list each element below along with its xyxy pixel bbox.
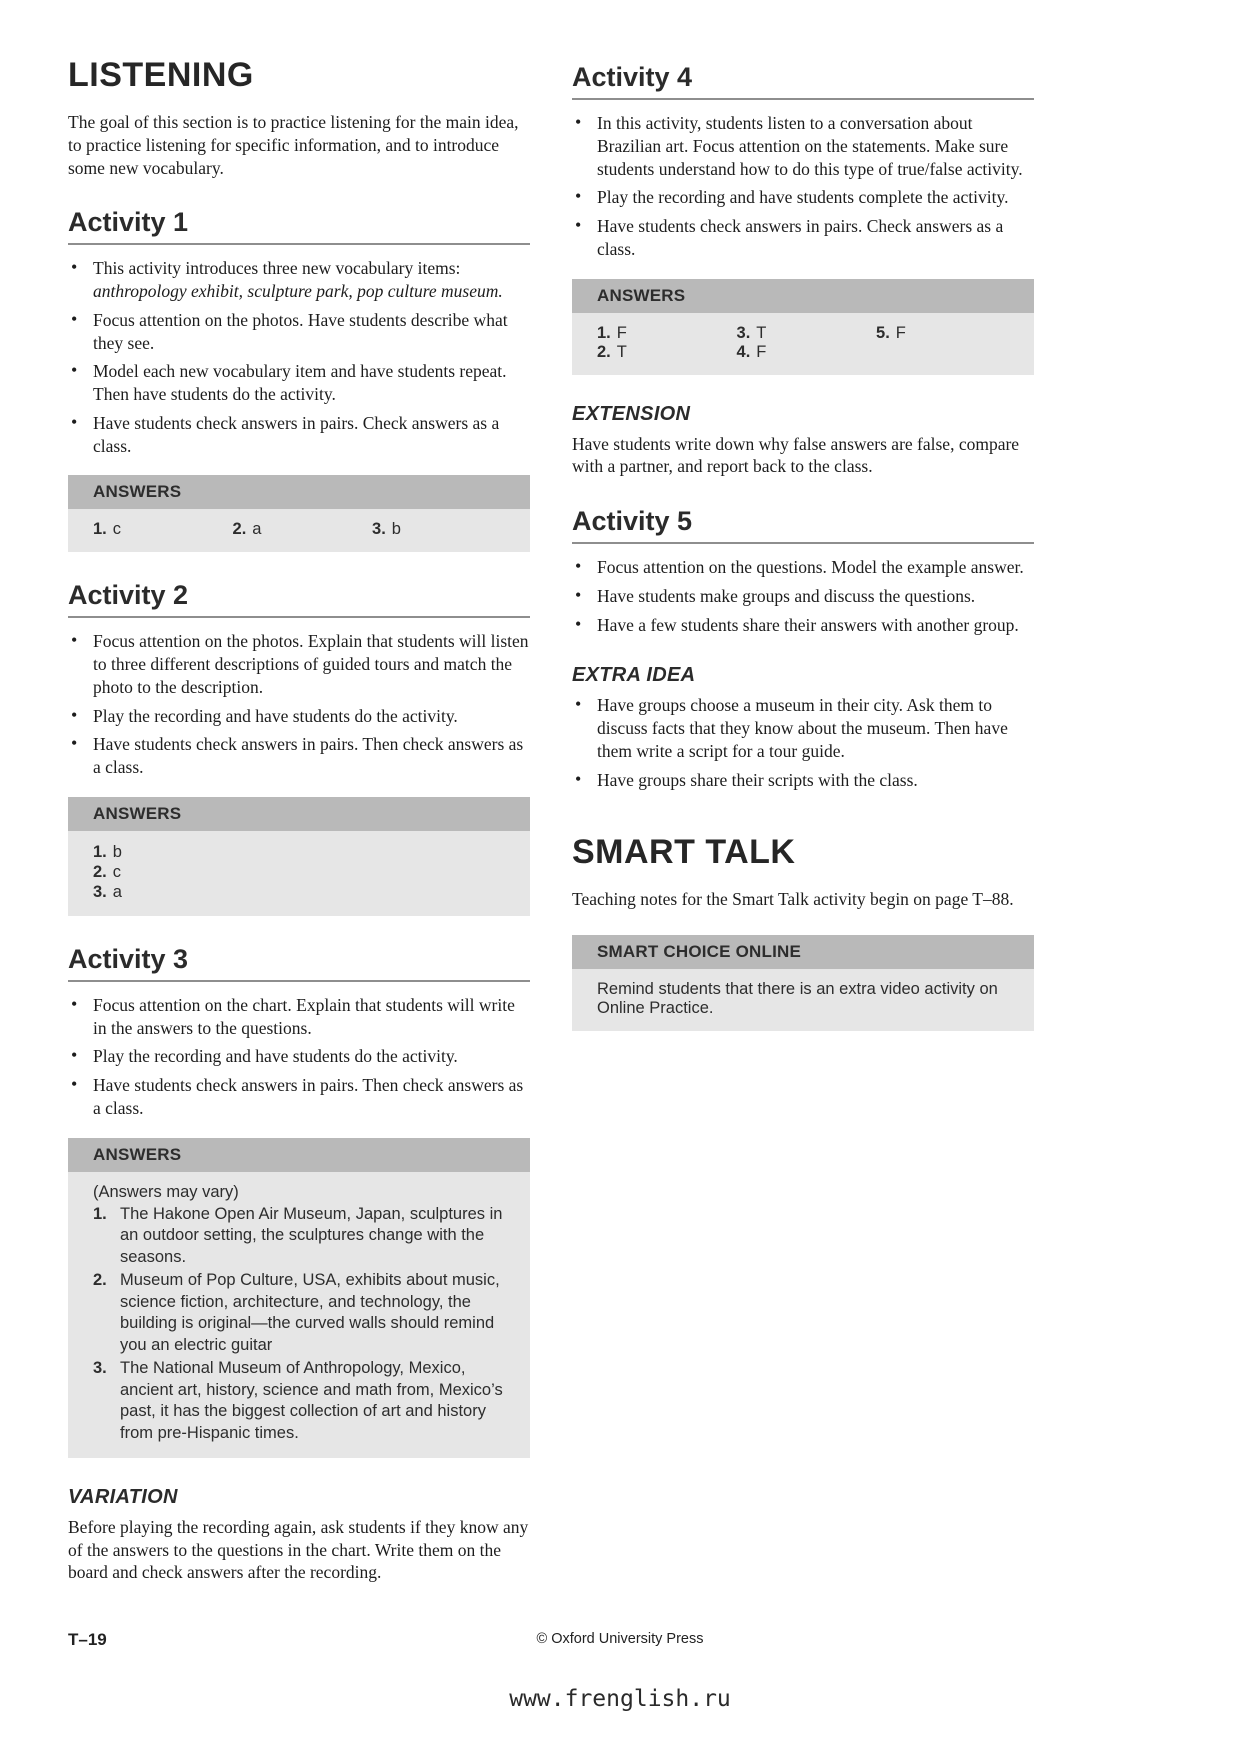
answer-number: 1.: [93, 520, 107, 539]
left-column: [68, 56, 530, 1584]
answer-value: a: [252, 520, 262, 539]
answer-value: c: [112, 862, 122, 881]
extension-heading: EXTENSION: [572, 402, 691, 425]
answer-number: 2.: [232, 520, 247, 539]
variation-heading: VARIATION: [68, 1485, 178, 1508]
answers-header: ANSWERS: [572, 279, 1034, 313]
answers-column: [876, 324, 1016, 362]
smart-choice-online-header: SMART CHOICE ONLINE: [572, 935, 1034, 969]
answer-number: 3.: [93, 882, 107, 901]
bullet-item: • Play the recording and have students complete the activity.: [572, 186, 1034, 209]
answers-header: ANSWERS: [68, 797, 530, 831]
answer-number: 3.: [736, 323, 751, 342]
answer-line: [597, 343, 737, 362]
answer-number: 5.: [876, 323, 890, 342]
footer-page-number: T–19: [68, 1630, 107, 1649]
answer-text: The National Museum of Anthropology, Mexico, ancient art, history, science and math from, Mexico’s past, it has the biggest collection of art and history from pre-Hispanic times.: [120, 1358, 503, 1443]
answer-text: Museum of Pop Culture, USA, exhibits about music, science fiction, architecture, and technology, the building is original—the curved walls should remind you an electric guitar: [120, 1270, 500, 1355]
answer-value: c: [112, 520, 122, 539]
answer-line: [93, 883, 512, 902]
answers-body: [572, 313, 1034, 375]
activity-2-bullets: [68, 630, 530, 779]
answer-number: 1.: [93, 842, 107, 861]
smart-talk-section-title: SMART TALK: [572, 833, 796, 872]
answer-number: 2.: [597, 342, 611, 361]
answer-cell: [233, 520, 373, 539]
smart-talk-text: Teaching notes for the Smart Talk activity begin on page T–88.: [572, 889, 1014, 910]
answer-line: [597, 324, 737, 343]
extra-idea-heading: EXTRA IDEA: [572, 664, 696, 687]
bullet-item: • Have students check answers in pairs. Then check answers as a class.: [68, 733, 530, 779]
extension-text: Have students write down why false answers are false, compare with a partner, and report back to the class.: [572, 433, 1020, 477]
activity-4-answers-box: [572, 279, 1034, 375]
answers-body: [68, 831, 530, 916]
bullet-text-italic: anthropology exhibit, sculpture park, pop culture museum.: [93, 281, 503, 301]
answer-value: F: [895, 323, 906, 342]
answers-note: (Answers may vary): [93, 1182, 239, 1201]
bullet-item: • Focus attention on the photos. Explain that students will listen to three different descriptions of guided tours and match the photo to the description.: [68, 630, 530, 698]
answer-item: [93, 1270, 512, 1357]
answers-header: ANSWERS: [68, 475, 530, 509]
bullet-item: [68, 257, 530, 303]
bullet-text: This activity introduces three new vocabulary items:: [93, 258, 461, 279]
listening-intro: The goal of this section is to practice listening for the main idea, to practice listening for specific information, and to introduce some new vocabulary.: [68, 112, 519, 178]
bullet-item: • Have students check answers in pairs. Check answers as a class.: [68, 412, 530, 458]
activity-3-answers-box: [68, 1138, 530, 1458]
bullet-item: • Have students make groups and discuss the questions.: [572, 585, 1034, 608]
activity-2-title: Activity 2: [68, 580, 530, 618]
answer-line: [93, 843, 512, 862]
answer-number: 1.: [93, 1204, 107, 1223]
bullet-item: • Have students check answers in pairs. Check answers as a class.: [572, 215, 1034, 261]
watermark-url: www.frenglish.ru: [509, 1686, 731, 1712]
answer-value: F: [756, 342, 767, 361]
bullet-item: • Focus attention on the questions. Model the example answer.: [572, 556, 1034, 579]
answer-value: a: [112, 882, 122, 901]
activity-5-title: Activity 5: [572, 506, 1034, 544]
answers-header: ANSWERS: [68, 1138, 530, 1172]
bullet-item: • Have students check answers in pairs. Then check answers as a class.: [68, 1074, 530, 1120]
smart-choice-online-box: [572, 935, 1034, 1031]
answers-column: [597, 324, 737, 362]
answer-cell: [93, 520, 233, 539]
answer-item: [93, 1358, 512, 1445]
activity-1-bullets: [68, 257, 530, 457]
smart-choice-online-body: Remind students that there is an extra video activity on Online Practice.: [572, 969, 1034, 1031]
extra-idea-bullets: [572, 694, 1034, 791]
activity-4-title: Activity 4: [572, 62, 1034, 100]
bullet-item: • Have groups choose a museum in their city. Ask them to discuss facts that they know about the museum. Then have them write a script for a tour guide.: [572, 694, 1034, 762]
answer-value: T: [616, 342, 627, 361]
answer-line: [876, 324, 1016, 343]
activity-4-bullets: [572, 112, 1034, 261]
answer-value: T: [756, 323, 767, 342]
bullet-item: • Model each new vocabulary item and have students repeat. Then have students do the activity.: [68, 360, 530, 406]
answer-value: b: [112, 842, 122, 861]
right-column: [572, 56, 1034, 1039]
answer-cell: [372, 520, 512, 539]
activity-2-answers-box: [68, 797, 530, 916]
bullet-item: • Focus attention on the chart. Explain that students will write in the answers to the questions.: [68, 994, 530, 1040]
variation-text: Before playing the recording again, ask students if they know any of the answers to the questions in the chart. Write them on the board and check answers after the recording.: [68, 1516, 529, 1583]
answers-column: [737, 324, 877, 362]
answer-line: [737, 343, 877, 362]
activity-3-title: Activity 3: [68, 944, 530, 982]
answer-text: The Hakone Open Air Museum, Japan, sculptures in an outdoor setting, the sculptures change with the seasons.: [120, 1204, 503, 1267]
answer-line: [93, 863, 512, 882]
answers-row: [93, 520, 512, 539]
bullet-item: • Play the recording and have students do the activity.: [68, 1045, 530, 1068]
answer-number: 4.: [736, 342, 751, 361]
activity-3-bullets: [68, 994, 530, 1120]
answer-number: 1.: [597, 323, 611, 342]
bullet-item: • Focus attention on the photos. Have students describe what they see.: [68, 309, 530, 355]
answers-columns: [597, 324, 1016, 362]
bullet-item: • Have groups share their scripts with the class.: [572, 769, 1034, 792]
activity-5-bullets: [572, 556, 1034, 636]
answers-body: [68, 1172, 530, 1458]
answer-value: F: [616, 323, 627, 342]
answer-line: [737, 324, 877, 343]
activity-1-title: Activity 1: [68, 207, 530, 245]
answer-number: 3.: [372, 520, 386, 539]
bullet-item: • Play the recording and have students do the activity.: [68, 705, 530, 728]
answer-number: 2.: [93, 1270, 107, 1289]
answer-value: b: [391, 520, 401, 539]
answer-item: [93, 1204, 512, 1269]
bullet-item: • In this activity, students listen to a conversation about Brazilian art. Focus attention on the statements. Make sure students understand how to do this type of true/false activity.: [572, 112, 1034, 180]
answer-number: 3.: [93, 1358, 107, 1377]
activity-1-answers-box: [68, 475, 530, 552]
listening-section-title: LISTENING: [68, 56, 254, 94]
answer-number: 2.: [93, 862, 107, 881]
answers-body: [68, 509, 530, 552]
footer-copyright: © Oxford University Press: [536, 1631, 704, 1647]
bullet-item: • Have a few students share their answers with another group.: [572, 614, 1034, 637]
